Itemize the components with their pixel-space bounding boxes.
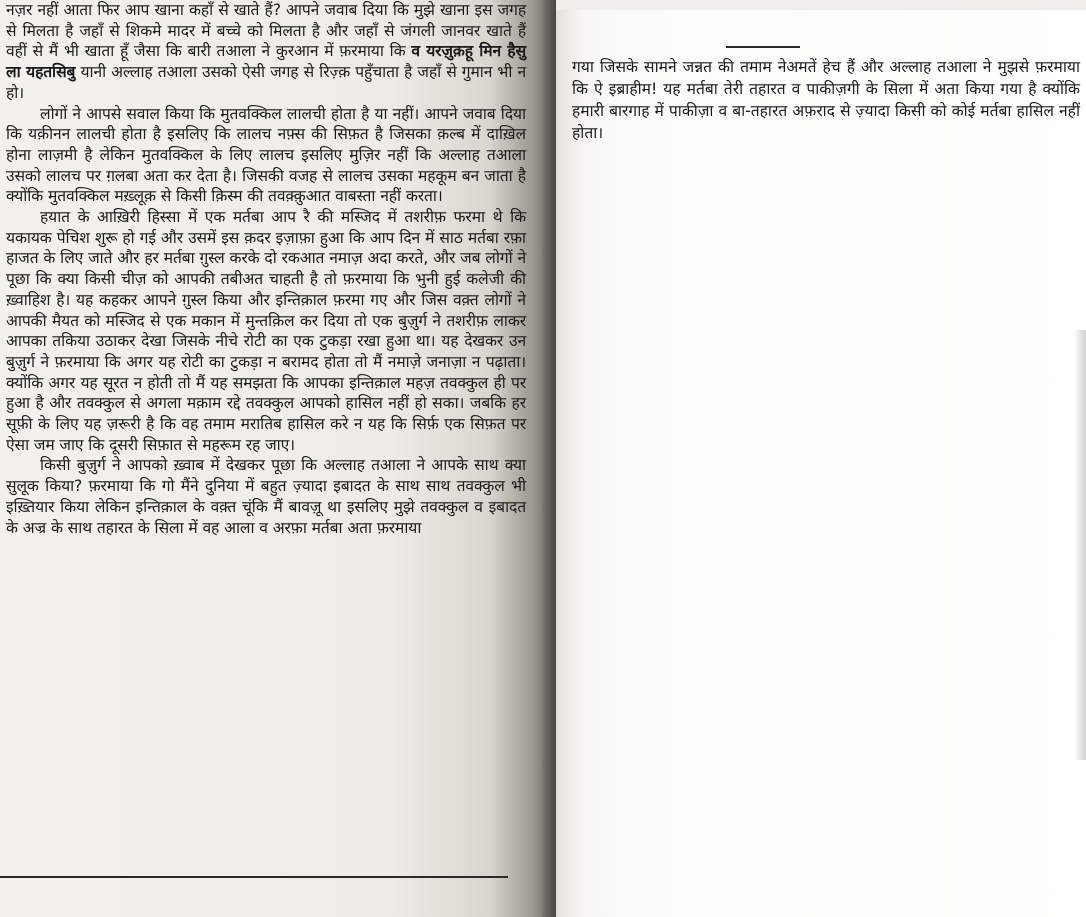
quran-verse: व यरज़ुक़हू मिन हैसु ला यहतसिबु bbox=[6, 42, 527, 82]
bottom-rule bbox=[0, 876, 508, 878]
left-paragraph-2 bbox=[6, 104, 526, 208]
right-page-text bbox=[572, 56, 1080, 144]
text-segment: कि अगर यह रोटी का टुकड़ा न बरामद होता तो मैं नमाज़े जनाज़ा न पढ़ाता। क्योंकि अगर यह सूरत न होती तो मैं यह समझता कि आपका इन्तिक़ाल महज़ तवक्कुल ही पर हुआ है और तवक्कुल से अगला मक़ाम रद्दे तवक्कुल आपको हासिल नहीं हो सका। जबकि हर सूफ़ी के लिए यह ज़रूरी है कि वह तमाम मरातिब हासिल करे न यह कि सिर्फ़ एक सिफ़त पर ऐसा जम जाए कि दूसरी सिफ़ात से महरूम रह जाए। bbox=[6, 352, 526, 454]
text-segment: हयात के आख़िरी हिस्सा में एक मर्तबा आप रै की मस्जिद में तशरीफ़ फरमा थे कि यकायक पेचिश शुरू हो गई और उसमें इस क़दर इज़ाफ़ा हुआ कि आप दिन में साठ मर्तबा रफ़ा हाजत के लिए जाते और हर मर्तबा ग़ुस्ल करके दो रकआत नमाज़ अदा करते, और जब लोगों ने पूछा कि क्या किसी चीज़ को आपकी तबीअत चाहती है तो फ़रमाया कि भुनी हुई कलेजी की ख़्वाहिश है। यह कहकर आपने ग़ुस्ल किया और इन्तिक़ाल फ़रमा गए और जिस वक़्त लोगों ने आपकी मैयत को मस्जिद से एक मकान में मुन्तक़िल कर दिया तो एक बुज़ुर्ग ने तशरीफ़ लाकर आपका तकिया उठाकर देखा जिसके नीचे रोटी का एक टुकड़ा रखा हुआ था। यह देखकर उन बुज़ुर्ग ने फ़रमाया bbox=[6, 208, 526, 371]
page-edge-shade bbox=[1074, 330, 1086, 760]
right-paragraph-1: गया जिसके सामने जन्नत की तमाम नेअमतें हेच हैं और अल्लाह तआला ने मुझसे फ़रमाया कि ऐ इब्राहीम! यह मर्तबा तेरी तहारत व पाकीज़गी के सिला में अता किया गया है क्योंकि हमारी बारगाह में पाकीज़ा व बा-तहारत अफ़राद से ज़्यादा किसी को कोई मर्तबा हासिल नहीं होता। bbox=[572, 58, 1080, 142]
text-segment: लोगों ने आपसे सवाल किया कि मुतवक्किल लालची होता है या नहीं। आपने जवाब दिया कि यक़ीनन लालची होता है इसलिए कि लालच नफ़्स की सिफ़त है जिसका क़ल्ब में दाख़िल होना लाज़मी है लेकिन मुतवक्किल के लिए लालच इसलिए मुज़िर नहीं कि अल्लाह तआला उसको लालच पर ग़लबा अता कर देता है। जिसकी वजह से लालच उसका महकूम बन जाता है क्योंकि मुतवक्किल मख़्लूक़ से किसी क़िस्म की तवक़्क़ुआत वाबस्ता नहीं करता। bbox=[6, 104, 526, 206]
text-segment: यानी अल्लाह तआला उसको ऐसी जगह से रिज़्क़ पहुँचाता है जहाँ से गुमान भी न हो। bbox=[6, 63, 526, 102]
left-page-text bbox=[6, 0, 526, 538]
text-segment: नज़र नहीं आता फिर आप खाना कहाँ से खाते हैं? आपने जवाब दिया कि मुझे खाना इस जगह से मिलता है जहाँ से शिकमे मादर में बच्चे को मिलता है और जहाँ से जंगली जानवर खाते हैं वहीं से मैं भी खाता हूँ जैसा कि बारी तआला ने कुरआन में फ़रमाया कि bbox=[6, 1, 526, 61]
text-segment: किसी बुज़ुर्ग ने आपको ख़्वाब में देखकर पूछा कि अल्लाह तआला ने आपके साथ क्या सुलूक किया? फ़रमाया कि गो मैंने दुनिया में बहुत ज़्यादा इबादत के साथ साथ तवक्कुल भी इख़्तियार किया लेकिन इन्तिक़ाल के वक़्त चूंकि मैं बावज़ू था इसलिए मुझे तवक्कुल व इबादत के अज्र के साथ तहारत के सिला में वह आला व अरफ़ा मर्तबा अता फ़रमाया bbox=[6, 456, 526, 537]
top-rule bbox=[726, 46, 800, 48]
left-paragraph-1 bbox=[6, 0, 526, 104]
left-paragraph-4 bbox=[6, 455, 526, 538]
right-page bbox=[556, 0, 1086, 917]
top-strip bbox=[556, 0, 1086, 10]
left-paragraph-3 bbox=[6, 207, 526, 455]
